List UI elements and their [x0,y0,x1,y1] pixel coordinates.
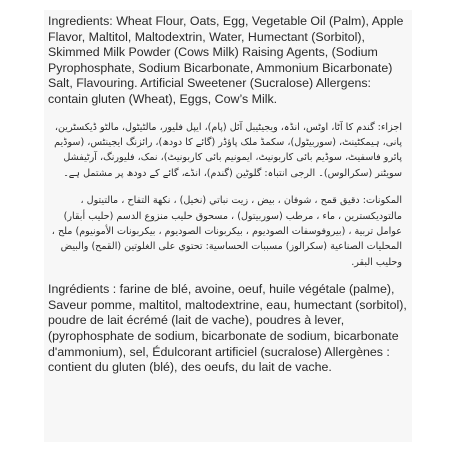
ingredients-label-panel [44,10,412,442]
ingredients-urdu: اجزاء: گندم کا آٹا، اوٹس، انڈہ، ویجیٹیبل آئل (پام)، ایپل فلیور، مالٹیٹول، مالٹو ڈیکسٹرین، پانی، ہیمکٹینٹ، (سوربیٹول)، سکمڈ ملک پاؤڈر (گائے کا دودھ)، رائزنگ ایجینٹس، (سوڈیم پائرو فاسفیٹ، سوڈیم بائی کاربونیٹ، ایمونیم بائی کاربونیٹ)، نمک، فلیورنگ، آرٹیفشل سویٹنر (سکرالوس)۔ الرجی انتباہ: گلوٹین (گندم)، انڈے، گائے کے دودھ پر مشتمل ہے۔ [54,121,402,179]
ingredients-arabic: المكونات: دقيق قمح ، شوفان ، بيض ، زيت نباتي (نخيل) ، نكهة التفاح ، مالتيتول ، مالتوديكسترين ، ماء ، مرطب (سوربيتول) ، مسحوق حليب منزوع الدسم (حليب أبقار) عوامل تربية ، (بيروفوسفات الصوديوم ، بيكربونات الصوديوم ، بيكربونات الأمونيوم) ملح ، المحليات الصناعية (سكرالوز) مسببات الحساسية: تحتوي على الغلوتين (القمح) والبيض وحليب البقر. [51,195,402,268]
ingredients-english: Ingredients: Wheat Flour, Oats, Egg, Vegetable Oil (Palm), Apple Flavor, Maltitol, Maltodextrin, Water, Humectant (Sorbitol), Skimmed Milk Powder (Cows Milk) Raising Agents, (Sodium Pyrophosphate, Sodium Bicarbonate, Ammonium Bicarbonate) Salt, Flavouring. Artificial Sweetener (Sucralose) Allergens: contain gluten (Wheat), Eggs, Cow’s Milk. [48,14,404,106]
ingredients-french: Ingrédients : farine de blé, avoine, oeuf, huile végétale (palme), Saveur pomme, maltitol, maltodextrine, eau, humectant (sorbitol), poudre de lait écrémé (lait de vache), poudres à lever, (pyrophosphate de sodium, bicarbonate de sodium, bicarbonate d'ammonium), sel, Édulcorant artificiel (sucralose) Allergènes : contient du gluten (blé), des oeufs, du lait de vache. [48,282,407,375]
